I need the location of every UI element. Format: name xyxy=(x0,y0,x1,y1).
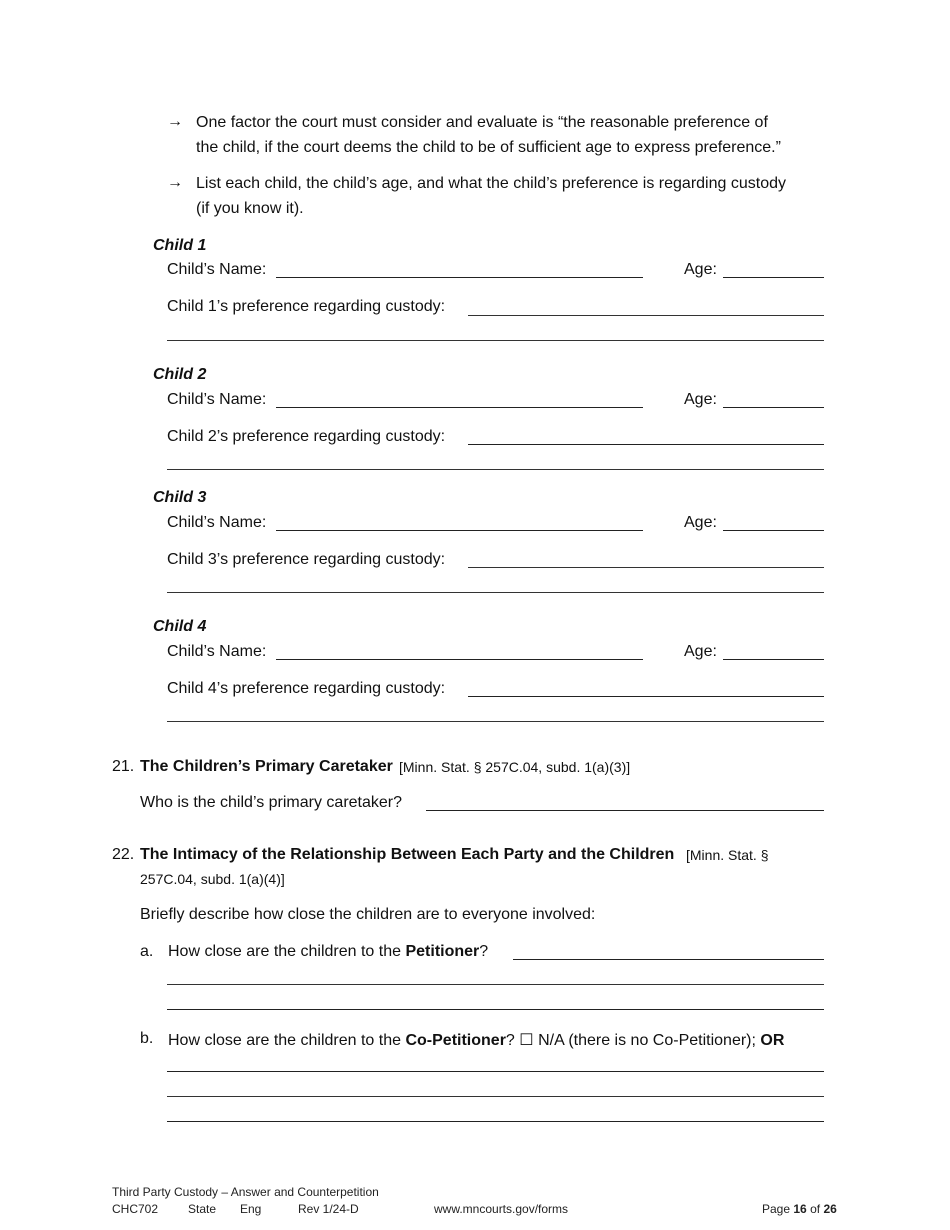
child-1-age-field[interactable] xyxy=(723,277,824,278)
child-4-preference-field-line-2[interactable] xyxy=(167,721,824,722)
arrow-icon: → xyxy=(167,174,183,191)
petitioner-closeness-field[interactable] xyxy=(513,959,824,960)
section-22-citation-part-1: [Minn. Stat. § xyxy=(686,847,769,863)
child-3-preference-field-line-2[interactable] xyxy=(167,592,824,593)
child-3-preference-field[interactable] xyxy=(468,567,824,568)
child-1-preference-field-line-2[interactable] xyxy=(167,340,824,341)
child-2-heading: Child 2 xyxy=(153,366,207,383)
page-current: 16 xyxy=(793,1202,807,1216)
child-3-preference-label: Child 3’s preference regarding custody: xyxy=(167,551,446,568)
page-total: 26 xyxy=(823,1202,837,1216)
child-1-preference-field[interactable] xyxy=(468,315,824,316)
section-22-number: 22. xyxy=(112,846,135,863)
bullet-2-line-1: List each child, the child’s age, and what the child’s preference is regarding custody xyxy=(196,175,786,192)
section-21-number: 21. xyxy=(112,758,135,775)
child-2-preference-field-line-2[interactable] xyxy=(167,469,824,470)
child-1-age-label: Age: xyxy=(684,261,717,278)
item-a-party: Petitioner xyxy=(405,943,480,960)
footer-form-title: Third Party Custody – Answer and Counterpetition xyxy=(112,1185,379,1199)
section-21-citation: [Minn. Stat. § 257C.04, subd. 1(a)(3)] xyxy=(399,759,631,775)
child-4-name-field[interactable] xyxy=(276,659,643,660)
child-3-name-field[interactable] xyxy=(276,530,643,531)
section-21-title: The Children’s Primary Caretaker xyxy=(140,758,393,775)
co-petitioner-closeness-field-line-3[interactable] xyxy=(167,1121,824,1122)
item-b-party: Co-Petitioner xyxy=(405,1032,506,1049)
arrow-icon: → xyxy=(167,113,183,130)
child-4-heading: Child 4 xyxy=(153,618,207,635)
footer-language: Eng xyxy=(240,1202,262,1216)
bullet-2-line-2: (if you know it). xyxy=(196,200,304,217)
page-prefix: Page xyxy=(762,1202,791,1216)
footer-website[interactable]: www.mncourts.gov/forms xyxy=(434,1202,569,1216)
child-2-name-field[interactable] xyxy=(276,407,643,408)
petitioner-closeness-field-line-3[interactable] xyxy=(167,1009,824,1010)
child-3-age-label: Age: xyxy=(684,514,717,531)
na-checkbox[interactable]: ☐ xyxy=(519,1032,534,1049)
section-22-title: The Intimacy of the Relationship Between Each Party and the Children xyxy=(140,846,675,863)
child-4-age-label: Age: xyxy=(684,643,717,660)
child-2-age-field[interactable] xyxy=(723,407,824,408)
footer-form-code: CHC702 xyxy=(112,1202,159,1216)
bullet-1-line-2: the child, if the court deems the child to be of sufficient age to express preference.” xyxy=(196,139,781,156)
item-a-question xyxy=(168,943,488,961)
child-4-name-label: Child’s Name: xyxy=(167,643,267,660)
child-2-age-label: Age: xyxy=(684,391,717,408)
child-3-age-field[interactable] xyxy=(723,530,824,531)
footer-jurisdiction: State xyxy=(188,1202,217,1216)
section-22-citation-part-2: 257C.04, subd. 1(a)(4)] xyxy=(140,871,285,887)
caretaker-question: Who is the child’s primary caretaker? xyxy=(140,794,403,811)
footer-revision: Rev 1/24-D xyxy=(298,1202,359,1216)
child-3-heading: Child 3 xyxy=(153,489,207,506)
item-b-question-mark: ? xyxy=(505,1032,515,1049)
child-1-preference-label: Child 1’s preference regarding custody: xyxy=(167,298,446,315)
footer-page-number xyxy=(762,1202,837,1216)
section-22-intro: Briefly describe how close the children are to everyone involved: xyxy=(140,906,596,923)
child-4-age-field[interactable] xyxy=(723,659,824,660)
child-1-name-label: Child’s Name: xyxy=(167,261,267,278)
item-a-text: How close are the children to the xyxy=(168,943,406,960)
child-2-preference-label: Child 2’s preference regarding custody: xyxy=(167,428,446,445)
child-4-preference-field[interactable] xyxy=(468,696,824,697)
child-1-heading: Child 1 xyxy=(153,237,207,254)
co-petitioner-closeness-field-line-2[interactable] xyxy=(167,1096,824,1097)
child-1-name-field[interactable] xyxy=(276,277,643,278)
item-b-text: How close are the children to the xyxy=(168,1032,406,1049)
petitioner-closeness-field-line-2[interactable] xyxy=(167,984,824,985)
bullet-1-line-1: One factor the court must consider and evaluate is “the reasonable preference of xyxy=(196,114,768,131)
page-of: of xyxy=(810,1202,821,1216)
co-petitioner-closeness-field[interactable] xyxy=(167,1071,824,1072)
item-b-letter: b. xyxy=(140,1030,154,1047)
child-2-preference-field[interactable] xyxy=(468,444,824,445)
child-3-name-label: Child’s Name: xyxy=(167,514,267,531)
na-checkbox-label: N/A (there is no Co-Petitioner); xyxy=(538,1032,756,1049)
caretaker-field[interactable] xyxy=(426,810,824,811)
child-2-name-label: Child’s Name: xyxy=(167,391,267,408)
child-4-preference-label: Child 4’s preference regarding custody: xyxy=(167,680,446,697)
item-b-question xyxy=(168,1030,784,1050)
or-label: OR xyxy=(760,1032,785,1049)
item-a-question-mark: ? xyxy=(479,943,489,960)
item-a-letter: a. xyxy=(140,943,154,960)
